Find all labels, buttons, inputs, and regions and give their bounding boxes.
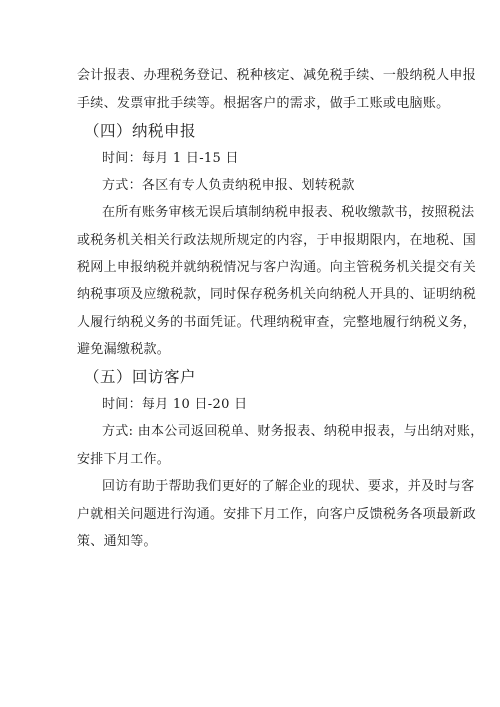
- section-4-body-line-6: 避免漏缴税款。: [77, 342, 171, 357]
- section-4-body-line-5: 人履行纳税义务的书面凭证。代理纳税审查，完整地履行纳税义务，: [77, 315, 477, 330]
- section-4-body-line-3: 税网上申报纳税并就纳税情况与客户沟通。向主管税务机关提交有关: [77, 260, 477, 275]
- section-5-body-line-1: 回访有助于帮助我们更好的了解企业的现状、要求，并及时与客: [102, 479, 475, 494]
- intro-line-1: 会计报表、办理税务登记、税种核定、减免税手续、一般纳税人申报: [77, 68, 477, 83]
- section-4-time: 时间：每月 1 日-15 日: [102, 151, 239, 166]
- section-5-body-line-2: 户就相关问题进行沟通。安排下月工作，向客户反馈税务各项最新政: [77, 507, 477, 522]
- section-5-method-line-2: 安排下月工作。: [77, 452, 171, 467]
- section-5-method-line-1: 方式: 由本公司返回税单、财务报表、纳税申报表，与出纳对账，: [102, 424, 484, 439]
- section-5-body-line-3: 策、通知等。: [77, 534, 157, 549]
- section-4-body-line-2: 或税务机关相关行政法规所规定的内容，于申报期限内，在地税、国: [77, 233, 477, 248]
- section-5-heading: （五）回访客户: [84, 368, 197, 386]
- intro-line-2: 手续、发票审批手续等。根据客户的需求，做手工账或电脑账。: [77, 96, 450, 111]
- section-4-method: 方式：各区有专人负责纳税申报、划转税款: [102, 178, 355, 193]
- section-4-body-line-1: 在所有账务审核无误后填制纳税申报表、税收缴款书，按照税法: [102, 205, 475, 220]
- section-4-body-line-4: 纳税事项及应缴税款，同时保存税务机关向纳税人开具的、证明纳税: [77, 287, 477, 302]
- section-4-heading: （四）纳税申报: [84, 122, 197, 140]
- section-5-time: 时间：每月 10 日-20 日: [102, 397, 248, 412]
